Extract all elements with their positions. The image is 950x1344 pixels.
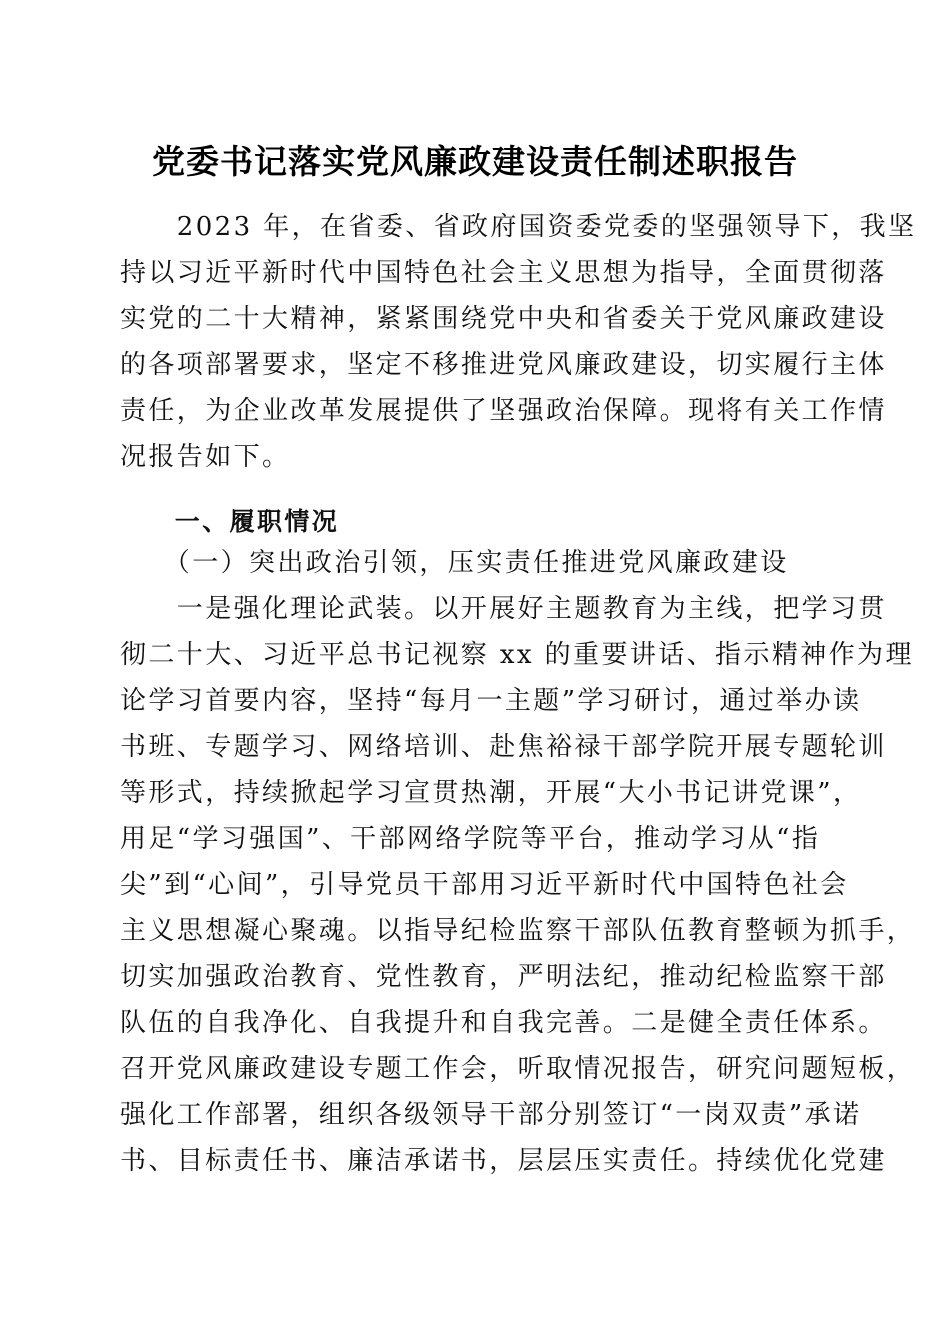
body-line: 召开党风廉政建设专题工作会，听取情况报告，研究问题短板， (120, 1054, 916, 1084)
body-line: 切实加强政治教育、党性教育，严明法纪，推动纪检监察干部 (120, 962, 887, 992)
body-line: 尖”到“心间”，引导党员干部用习近平新时代中国特色社会 (120, 870, 849, 900)
body-line: 持以习近平新时代中国特色社会主义思想为指导，全面贯彻落 (120, 258, 887, 288)
body-line: 队伍的自我净化、自我提升和自我完善。二是健全责任体系。 (120, 1008, 887, 1038)
body-line: 况报告如下。 (120, 442, 291, 472)
body-line: 书班、专题学习、网络培训、赴焦裕禄干部学院开展专题轮训 (120, 732, 887, 762)
body-line: 等形式，持续掀起学习宣贯热潮，开展“大小书记讲党课”， (120, 778, 862, 808)
subsection-heading: （一）突出政治引领，压实责任推进党风廉政建设 (120, 548, 789, 578)
body-line: 用足“学习强国”、干部网络学院等平台，推动学习从“指 (120, 824, 821, 854)
body-line: 实党的二十大精神，紧紧围绕党中央和省委关于党风廉政建设 (120, 304, 887, 334)
body-line: 一是强化理论武装。以开展好主题教育为主线，把学习贯 (120, 594, 887, 624)
body-line: 的各项部署要求，坚定不移推进党风廉政建设，切实履行主体 (120, 350, 887, 380)
body-line: 强化工作部署，组织各级领导干部分别签订“一岗双责”承诺 (120, 1100, 862, 1130)
body-line: 责任，为企业改革发展提供了坚强政治保障。现将有关工作情 (120, 396, 887, 426)
document-title: 党委书记落实党风廉政建设责任制述职报告 (152, 142, 798, 181)
body-line: 彻二十大、习近平总书记视察 xx 的重要讲话、指示精神作为理 (120, 640, 914, 670)
body-line: 论学习首要内容，坚持“每月一主题”学习研讨，通过举办读 (120, 686, 862, 716)
body-line: 书、目标责任书、廉洁承诺书，层层压实责任。持续优化党建 (120, 1146, 887, 1176)
body-line: 2023 年，在省委、省政府国资委党委的坚强领导下，我坚 (120, 212, 917, 242)
section-heading: 一、履职情况 (120, 507, 340, 536)
body-line: 主义思想凝心聚魂。以指导纪检监察干部队伍教育整顿为抓手， (120, 916, 916, 946)
